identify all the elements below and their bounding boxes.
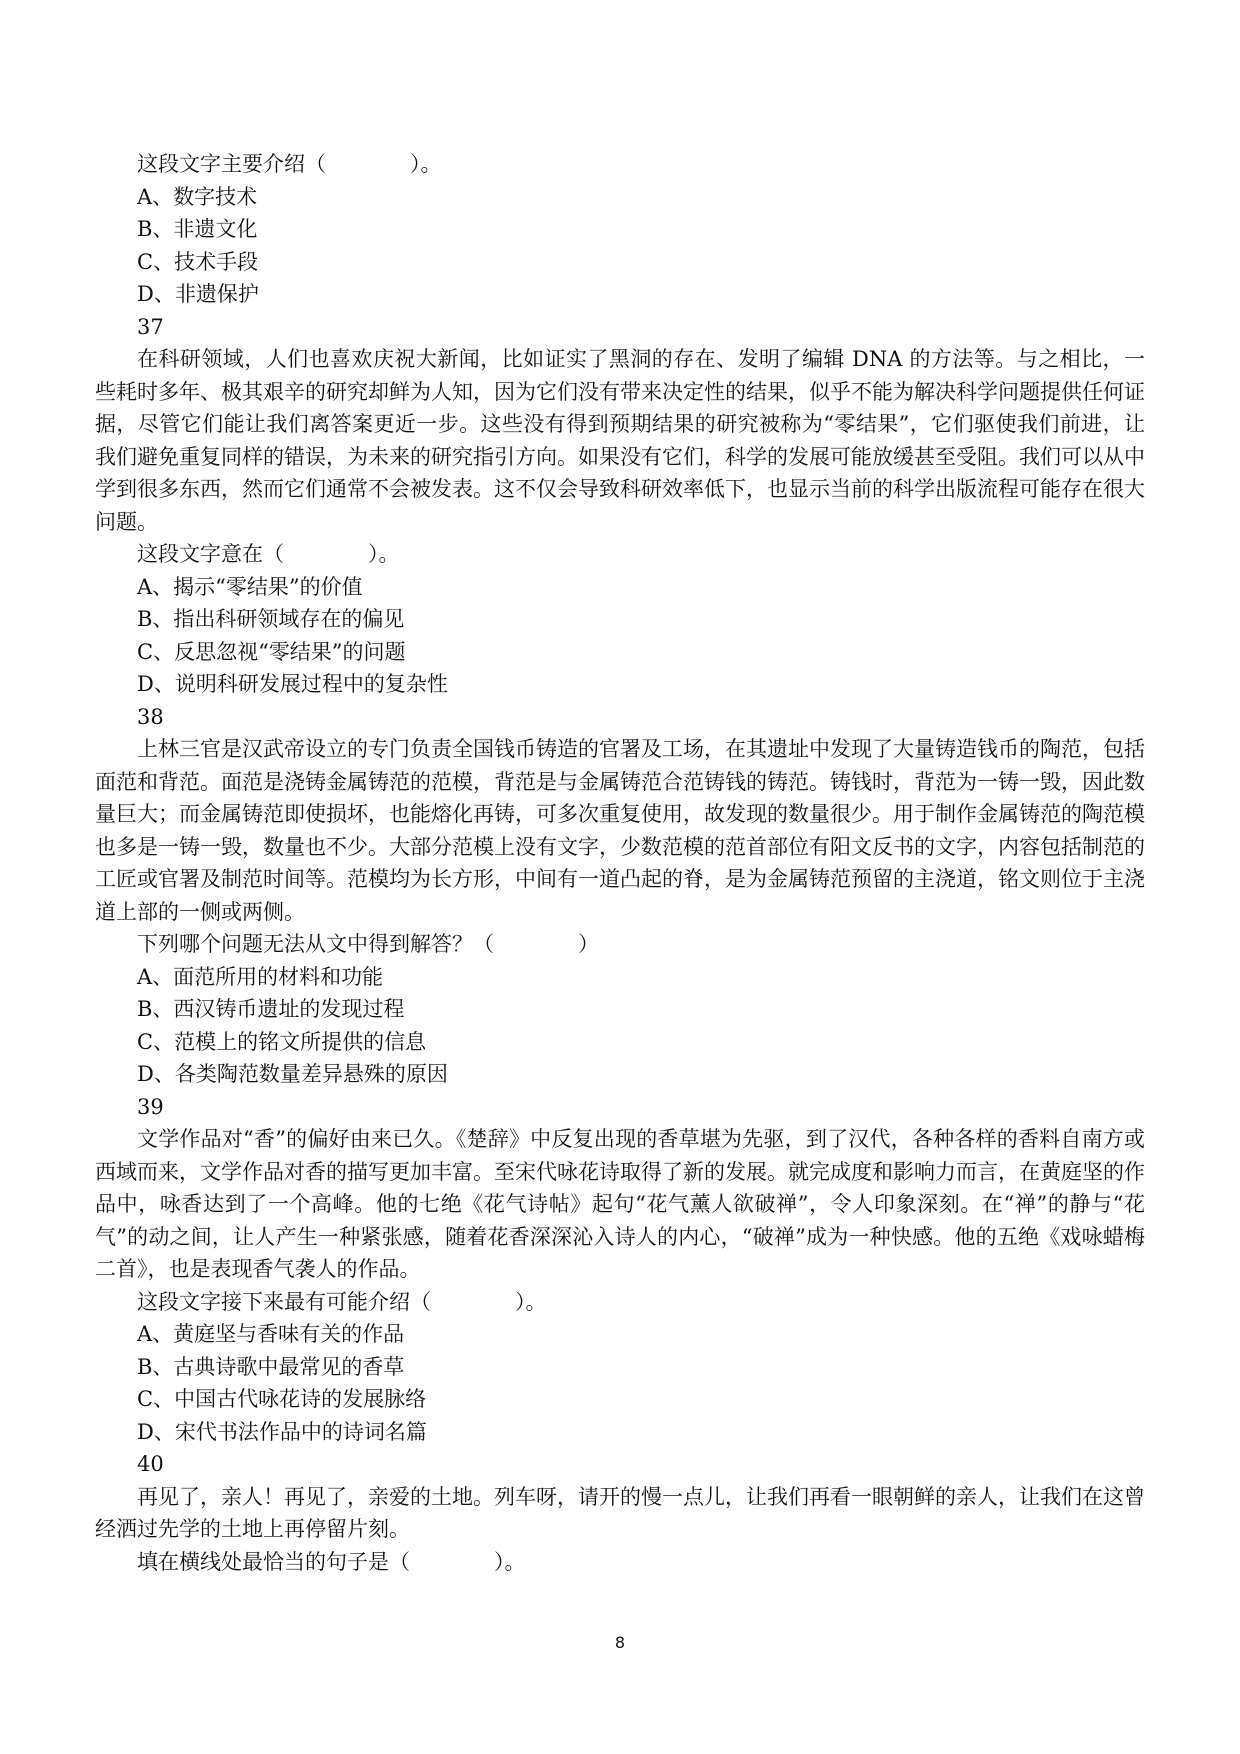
question-stem-39: 这段文字接下来最有可能介绍（ ）。 xyxy=(137,1289,547,1314)
option-c-38: C、范模上的铭文所提供的信息 xyxy=(137,1029,427,1054)
option-b-39: B、古典诗歌中最常见的香草 xyxy=(137,1354,405,1379)
question-number-40: 40 xyxy=(137,1452,164,1476)
passage-39: 文学作品对“香”的偏好由来已久。《楚辞》中反复出现的香草堪为先驱，到了汉代，各种各样的香料自南方或西域而来，文学作品对香的描写更加丰富。至宋代咏花诗取得了新的发展。就完成度和影响力而言，在黄庭坚的作品中，咏香达到了一个高峰。他的七绝《花气诗帖》起句“花气薰人欲破禅”，令人印象深刻。在“禅”的静与“花气”的动之间，让人产生一种紧张感，随着花香深深沁入诗人的内心，“破禅”成为一种快感。他的五绝《戏咏蜡梅二首》，也是表现香气袭人的作品。 xyxy=(95,1127,1145,1281)
question-stem-38: 下列哪个问题无法从文中得到解答？（ ） xyxy=(137,932,599,956)
option-b-37: B、指出科研领域存在的偏见 xyxy=(137,607,405,631)
option-c-36: C、技术手段 xyxy=(137,249,259,274)
question-stem-40: 填在横线处最恰当的句子是（ ）。 xyxy=(137,1549,526,1574)
option-d-39: D、宋代书法作品中的诗词名篇 xyxy=(137,1419,427,1444)
option-a-36: A、数字技术 xyxy=(137,184,258,209)
option-a-39: A、黄庭坚与香味有关的作品 xyxy=(137,1322,405,1346)
question-number-37: 37 xyxy=(137,314,164,339)
passage-37: 在科研领域，人们也喜欢庆祝大新闻，比如证实了黑洞的存在、发明了编辑 DNA 的方法等。与之相比，一些耗时多年、极其艰辛的研究却鲜为人知，因为它们没有带来决定性的结果，似乎不能为解决科学问题提供任何证据，尽管它们能让我们离答案更近一步。这些没有得到预期结果的研究被称为“零结果”，它们驱使我们前进，让我们避免重复同样的错误，为未来的研究指引方向。如果没有它们，科学的发展可能放缓甚至受阻。我们可以从中学到很多东西，然而它们通常不会被发表。这不仅会导致科研效率低下，也显示当前的科学出版流程可能存在很大问题。 xyxy=(95,347,1145,534)
option-c-39: C、中国古代咏花诗的发展脉络 xyxy=(137,1387,427,1411)
question-stem-37: 这段文字意在（ ）。 xyxy=(137,542,400,566)
option-d-36: D、非遗保护 xyxy=(137,282,259,306)
question-number-38: 38 xyxy=(137,704,164,729)
document-body xyxy=(95,148,1145,1578)
option-b-38: B、西汉铸币遗址的发现过程 xyxy=(137,997,405,1021)
question-number-39: 39 xyxy=(137,1094,164,1119)
page-number: 8 xyxy=(614,1633,626,1652)
option-d-37: D、说明科研发展过程中的复杂性 xyxy=(137,672,448,696)
option-d-38: D、各类陶范数量差异悬殊的原因 xyxy=(137,1062,448,1086)
passage-40: 再见了，亲人！再见了，亲爱的土地。列车呀，请开的慢一点儿，让我们再看一眼朝鲜的亲人，让我们在这曾经洒过先学的土地上再停留片刻。 xyxy=(95,1484,1145,1541)
option-c-37: C、反思忽视“零结果”的问题 xyxy=(137,639,406,664)
option-a-38: A、面范所用的材料和功能 xyxy=(137,964,384,989)
passage-38: 上林三官是汉武帝设立的专门负责全国钱币铸造的官署及工场，在其遗址中发现了大量铸造钱币的陶范，包括面范和背范。面范是浇铸金属铸范的范模，背范是与金属铸范合范铸钱的铸范。铸钱时，背范为一铸一毁，因此数量巨大；而金属铸范即使损坏，也能熔化再铸，可多次重复使用，故发现的数量很少。用于制作金属铸范的陶范模也多是一铸一毁，数量也不少。大部分范模上没有文字，少数范模的范首部位有阳文反书的文字，内容包括制范的工匠或官署及制范时间等。范模均为长方形，中间有一道凸起的脊，是为金属铸范预留的主浇道，铭文则位于主浇道上部的一侧或两侧。 xyxy=(95,737,1145,924)
question-stem-36: 这段文字主要介绍（ ）。 xyxy=(137,152,442,176)
option-a-37: A、揭示“零结果”的价值 xyxy=(137,574,363,599)
option-b-36: B、非遗文化 xyxy=(137,217,258,241)
